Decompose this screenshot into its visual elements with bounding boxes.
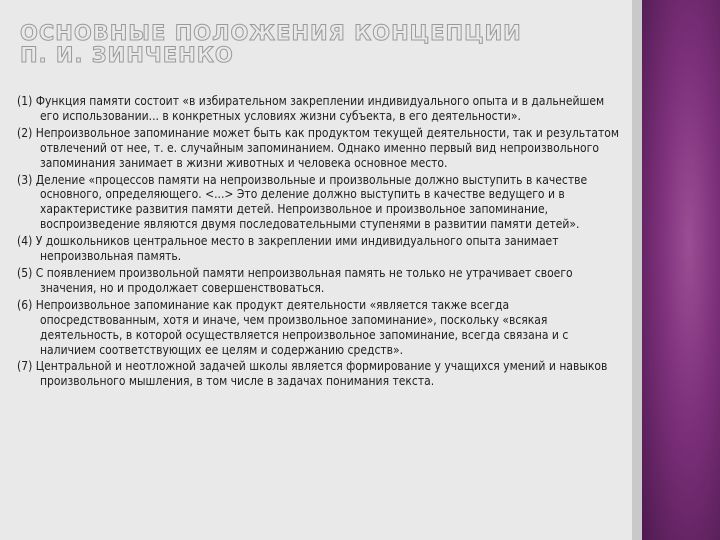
thesis-text: Деление «процессов памяти на непроизвольные и произвольные должно выступить в качестве основного, определяющего. <...> Это деление должно выступить в качестве ведущего и в характеристике развития памяти детей. Непроизвольное и произвольное запоминание, воспроизведение являются двумя последовательными ступенями в развитии памяти детей». [35,172,588,232]
slide-title [20,22,620,66]
thesis-number: (4) [17,234,33,249]
thesis-item-3 [17,173,620,233]
thesis-number: (1) [17,94,33,108]
thesis-item-1 [17,94,620,124]
thesis-list [17,94,620,391]
thesis-text: Непроизвольное запоминание как продукт деятельности «является также всегда опосредствованным, хотя и иначе, чем произвольное запоминание», поскольку «всякая деятельность, в которой осуществляется непроизвольное запоминание, всегда связана и с наличием соответствующих ее целям и содержанию средств». [35,297,569,357]
thesis-text: Функция памяти состоит «в избирательном закреплении индивидуального опыта и в дальнейшем его использовании... в конкретных условиях жизни субъекта, в его деятельности». [35,94,605,123]
thesis-item-2 [17,126,620,171]
thesis-text: У дошкольников центральное место в закреплении ими индивидуального опыта занимает непроизвольная память. [35,234,559,264]
slide-title-line-2: П. И. ЗИНЧЕНКО [20,43,234,67]
thesis-item-7 [17,359,620,389]
thesis-number: (2) [17,125,33,140]
thesis-text: Непроизвольное запоминание может быть как продуктом текущей деятельности, так и результатом отвлечений от нее, т. е. случайным запоминанием. Однако именно первый вид непроизвольного запоминания занимает в жизни животных и человека основное место. [35,125,620,170]
thesis-number: (3) [17,172,33,187]
thesis-number: (5) [17,265,33,280]
thesis-item-6 [17,298,620,358]
thesis-text: С появлением произвольной памяти непроизвольная память не только не утрачивает своего значения, но и продолжает совершенствоваться. [35,265,573,295]
thesis-number: (6) [17,297,33,312]
thesis-item-5 [17,266,620,296]
thesis-text: Центральной и неотложной задачей школы является формирование у учащихся умений и навыков произвольного мышления, в том числе в задачах понимания текста. [35,359,608,389]
thesis-number: (7) [17,359,33,374]
thesis-item-4 [17,234,620,264]
divider-stripe [632,0,642,540]
decorative-side-panel [642,0,720,540]
slide-title-line-1: ОСНОВНЫЕ ПОЛОЖЕНИЯ КОНЦЕПЦИИ [20,21,522,45]
